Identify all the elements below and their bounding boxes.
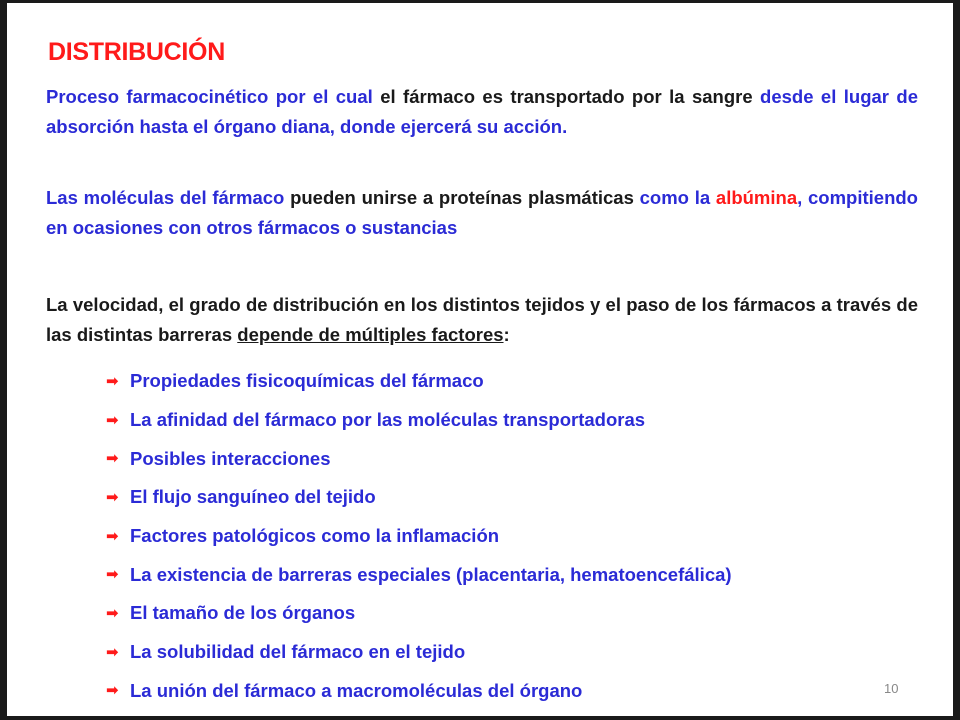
arrow-right-icon: ➡ bbox=[106, 527, 119, 545]
list-item bbox=[106, 555, 732, 594]
list-item bbox=[106, 401, 732, 440]
page-number: 10 bbox=[884, 681, 899, 696]
factors-underlined-phrase: depende de múltiples factores bbox=[237, 324, 504, 345]
slide-title: DISTRIBUCIÓN bbox=[48, 38, 225, 66]
arrow-right-icon: ➡ bbox=[106, 566, 119, 584]
arrow-right-icon: ➡ bbox=[106, 450, 119, 468]
binding-rest: , compitiendo en ocasiones con otros fármacos o sustancias bbox=[46, 187, 918, 238]
paragraph-protein-binding bbox=[46, 183, 918, 243]
list-item bbox=[106, 517, 732, 556]
arrow-right-icon: ➡ bbox=[106, 411, 119, 429]
arrow-right-icon: ➡ bbox=[106, 682, 119, 700]
albumina-highlight: albúmina bbox=[715, 187, 798, 208]
list-item bbox=[106, 439, 732, 478]
factor-label: La solubilidad del fármaco en el tejido bbox=[130, 641, 466, 663]
factor-label: La existencia de barreras especiales (placentaria, hematoencefálica) bbox=[130, 563, 732, 585]
factor-label: Factores patológicos como la inflamación bbox=[130, 525, 500, 547]
paragraph-definition bbox=[46, 82, 918, 142]
list-item bbox=[106, 478, 732, 517]
factors-colon: : bbox=[503, 324, 510, 345]
factor-label: Posibles interacciones bbox=[130, 447, 331, 469]
factors-intro-text: La velocidad, el grado de distribución en los distintos tejidos y el paso de los fármacos a través de las distintas barreras bbox=[46, 294, 918, 345]
factors-list bbox=[106, 362, 732, 710]
list-item bbox=[106, 362, 732, 401]
binding-como-la: como la bbox=[639, 187, 716, 208]
definition-key-phrase: el fármaco es transportado por la sangre bbox=[372, 86, 761, 107]
list-item bbox=[106, 633, 732, 672]
factor-label: El flujo sanguíneo del tejido bbox=[130, 486, 376, 508]
arrow-right-icon: ➡ bbox=[106, 372, 119, 390]
binding-intro: Las moléculas del fármaco bbox=[46, 187, 285, 208]
binding-key-phrase: pueden unirse a proteínas plasmáticas bbox=[284, 187, 640, 208]
factor-label: La afinidad del fármaco por las moléculas transportadoras bbox=[130, 409, 646, 431]
paragraph-factors-intro bbox=[46, 290, 918, 350]
arrow-right-icon: ➡ bbox=[106, 488, 119, 506]
list-item bbox=[106, 672, 732, 711]
factor-label: La unión del fármaco a macromoléculas del órgano bbox=[130, 679, 583, 701]
arrow-right-icon: ➡ bbox=[106, 604, 119, 622]
factor-label: Propiedades fisicoquímicas del fármaco bbox=[130, 370, 484, 392]
definition-rest: desde el lugar de absorción hasta el órgano diana, donde ejercerá su acción. bbox=[46, 86, 918, 137]
factor-label: El tamaño de los órganos bbox=[130, 602, 356, 624]
list-item bbox=[106, 594, 732, 633]
definition-intro: Proceso farmacocinético por el cual bbox=[46, 86, 373, 107]
arrow-right-icon: ➡ bbox=[106, 643, 119, 661]
